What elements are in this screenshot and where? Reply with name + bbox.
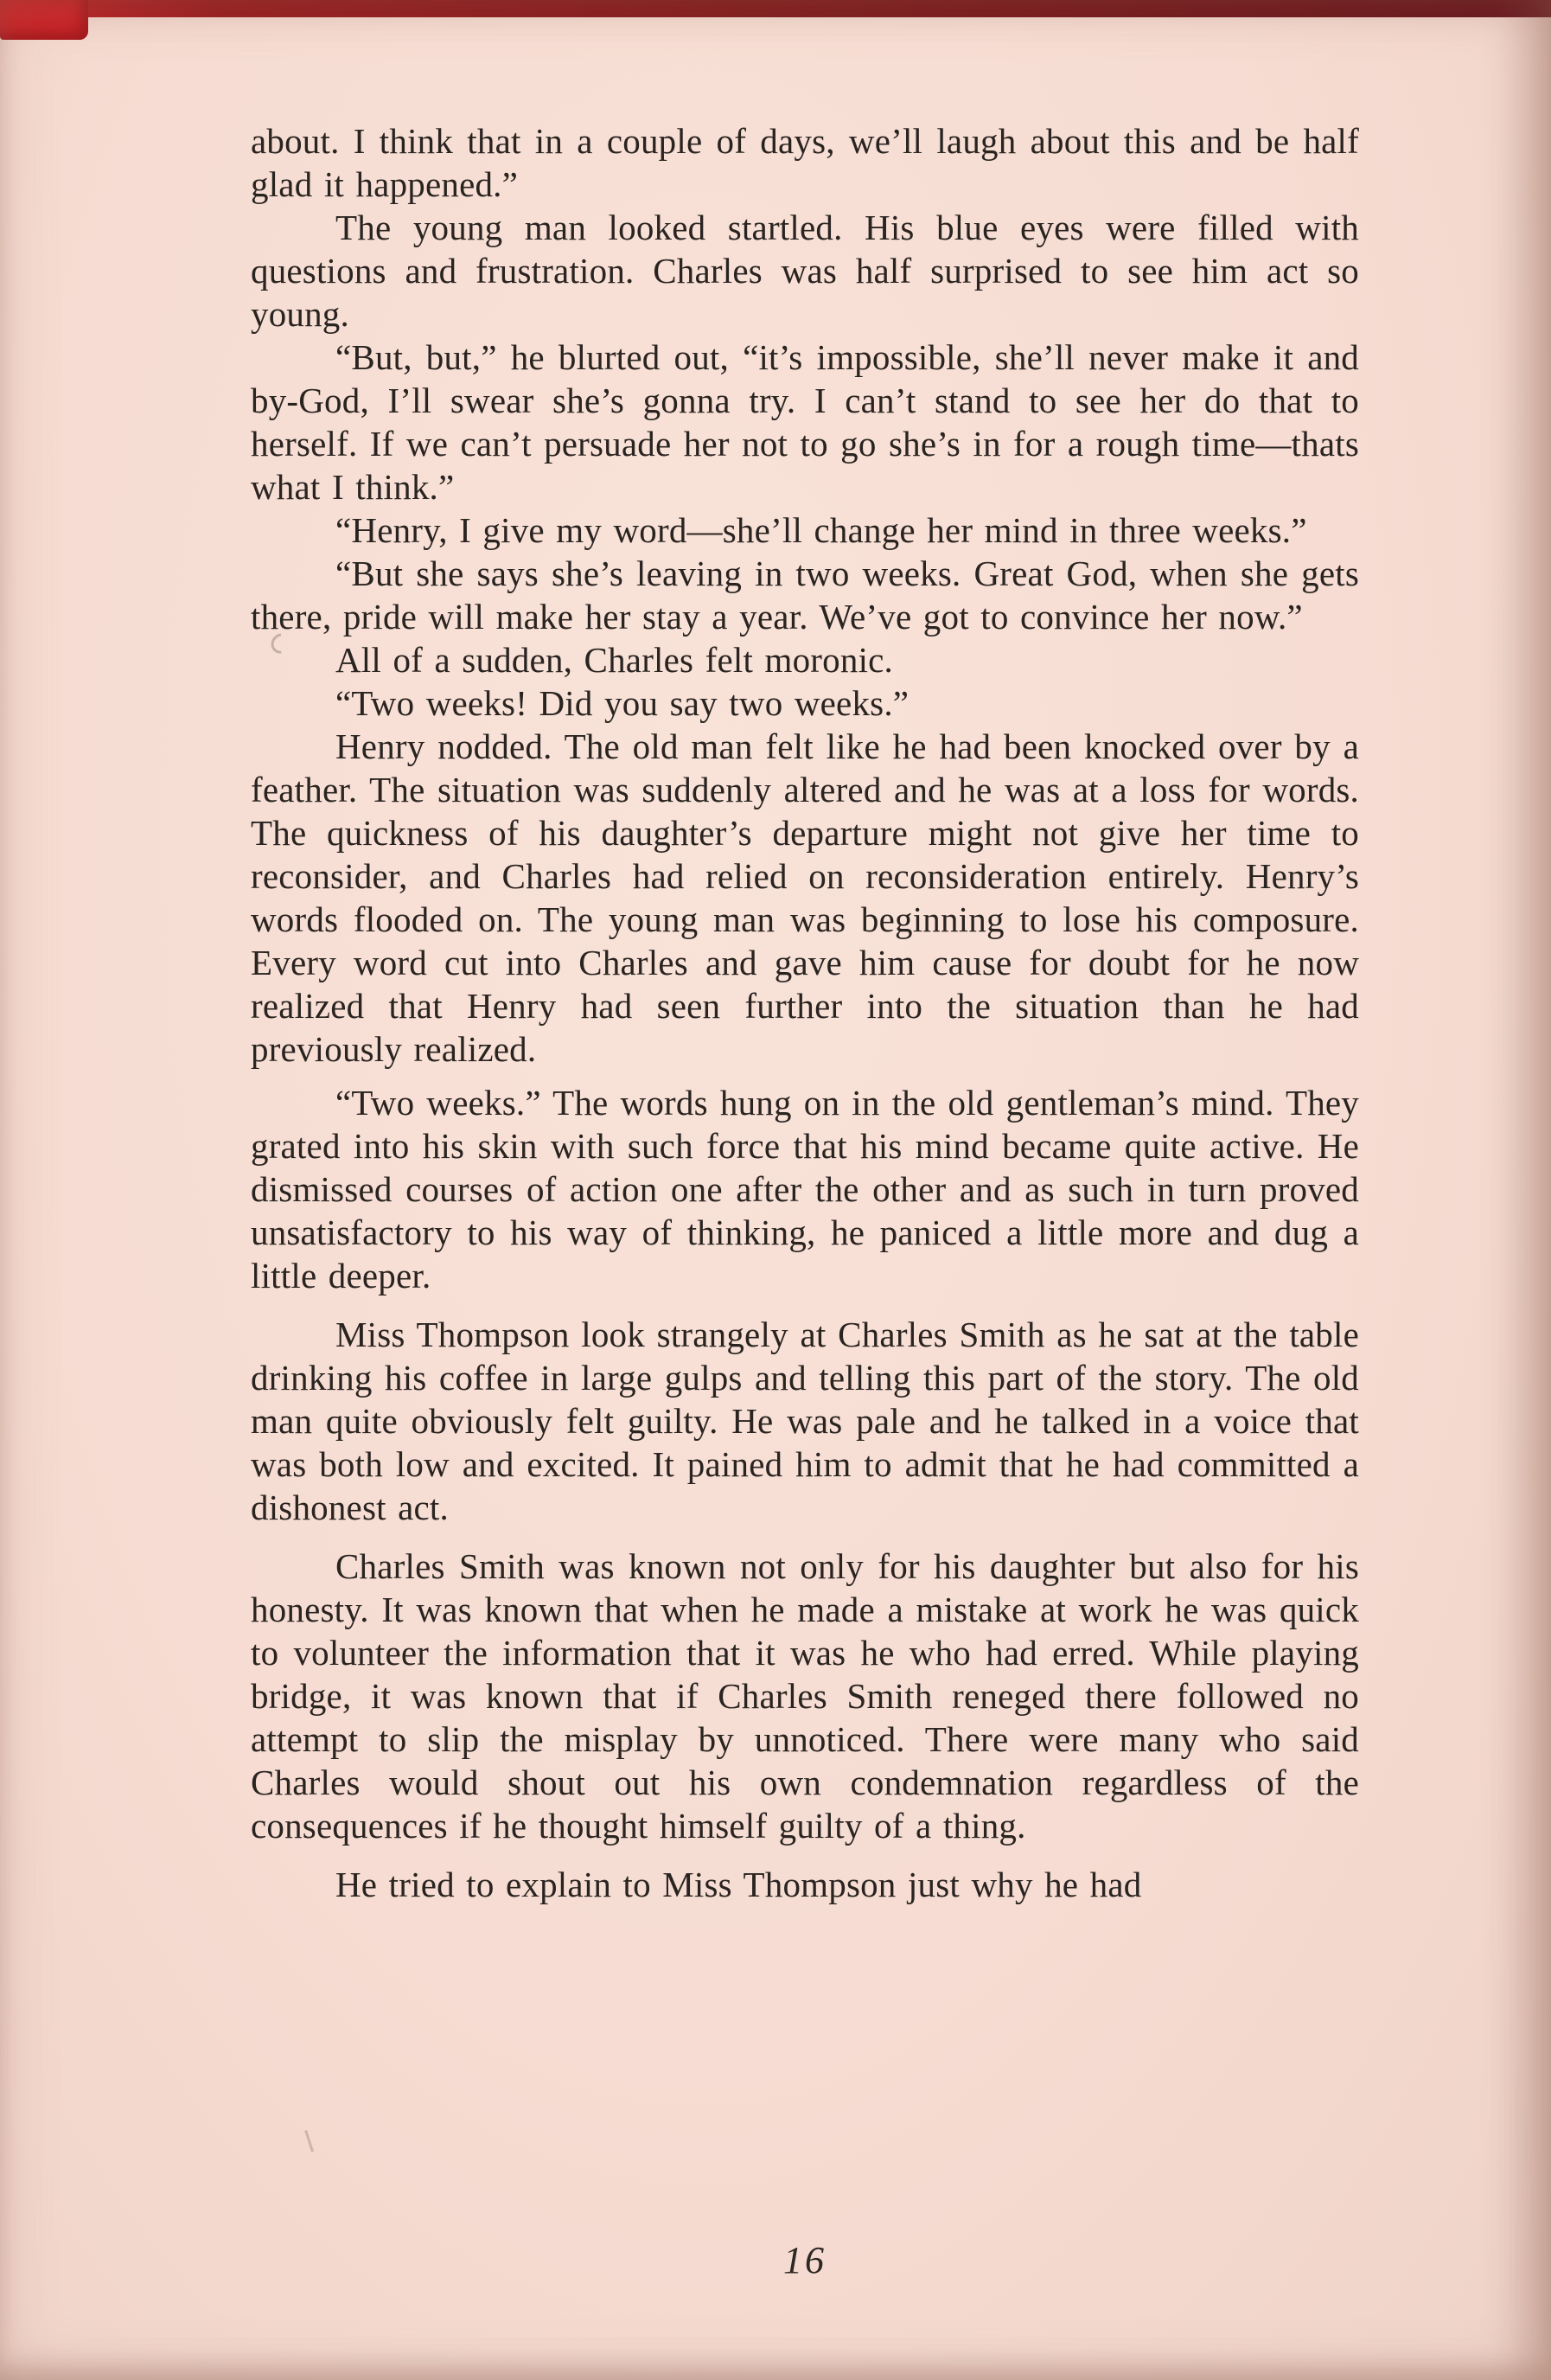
red-corner-mark xyxy=(0,0,88,40)
paragraph: Miss Thompson look strangely at Charles Smith as he sat at the table drinking his coffee in large gulps and telling this part of the story. The old man quite obviously felt guilty. He was pale and he talked in a voice that was both low and excited. It pained him to admit that he had committed a dishonest act. xyxy=(251,1315,1359,1527)
paragraph: The young man looked startled. His blue eyes were filled with questions and frustration. Charles was half surprised to see him act so young. xyxy=(251,208,1359,334)
scan-artifact xyxy=(304,2128,318,2152)
page-top-edge-band xyxy=(0,0,1551,17)
paragraph: “But, but,” he blurted out, “it’s impossible, she’ll never make it and by-God, I’ll swear she’s gonna try. I can’t stand to see her do that to herself. If we can’t persuade her not to go she’s in for a rough time—thats what I think.” xyxy=(251,337,1359,507)
page-number: 16 xyxy=(783,2239,827,2281)
paragraph: “But she says she’s leaving in two weeks. Great God, when she gets there, pride will make her stay a year. We’ve got to convince her now.” xyxy=(251,553,1359,637)
paragraph: “Henry, I give my word—she’ll change her mind in three weeks.” xyxy=(335,510,1307,550)
paragraph: Charles Smith was known not only for his daughter but also for his honesty. It was known that when he made a mistake at work he was quick to volunteer the information that it was he who had erred. While playing bridge, it was known that if Charles Smith reneged there followed no attempt to slip the misplay by unnoticed. There were many who said Charles would shout out his own condemnation regardless of the consequences if he thought himself guilty of a thing. xyxy=(251,1546,1359,1846)
paragraph: “Two weeks! Did you say two weeks.” xyxy=(335,683,910,723)
paragraph: about. I think that in a couple of days, we’ll laugh about this and be half glad it happened.” xyxy=(251,121,1359,204)
paragraph: Henry nodded. The old man felt like he had been knocked over by a feather. The situation was suddenly altered and he was at a loss for words. The quickness of his daughter’s departure might not give her time to reconsider, and Charles had relied on reconsideration entirely. Henry’s words flooded on. The young man was beginning to lose his composure. Every word cut into Charles and gave him cause for doubt for he now realized that Henry had seen further into the situation than he had previously realized. xyxy=(251,726,1359,1069)
paragraph: “Two weeks.” The words hung on in the old gentleman’s mind. They grated into his skin with such force that his mind became quite active. He dismissed courses of action one after the other and as such in turn proved unsatisfactory to his way of thinking, he paniced a little more and dug a little deeper. xyxy=(251,1083,1359,1296)
paragraph: He tried to explain to Miss Thompson just why he had xyxy=(335,1865,1142,1904)
body-text xyxy=(251,119,1359,1906)
paragraph: All of a sudden, Charles felt moronic. xyxy=(335,640,894,680)
